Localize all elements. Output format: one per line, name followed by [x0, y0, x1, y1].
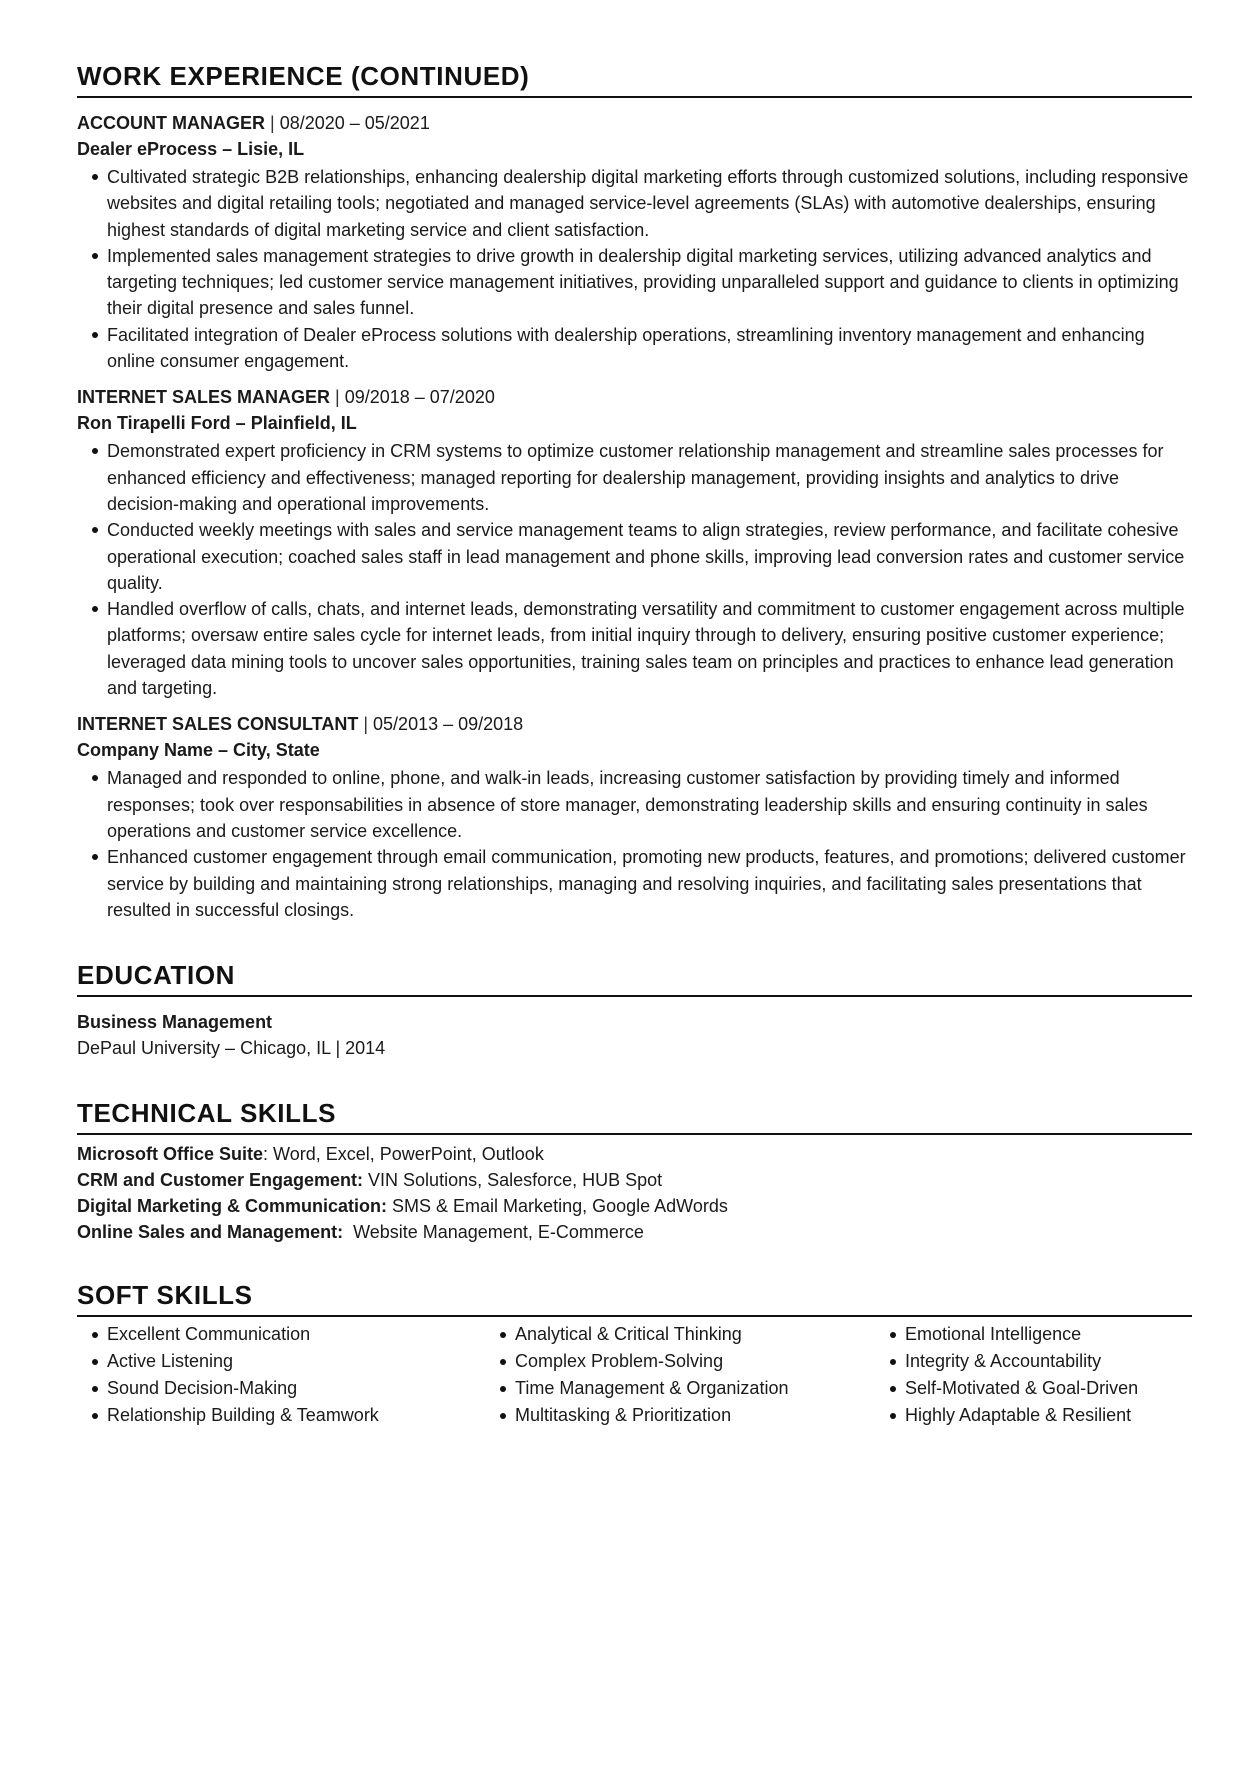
- job-company: Dealer eProcess – Lisie, IL: [77, 139, 305, 159]
- job-company: Company Name – City, State: [77, 740, 320, 761]
- job-title: ACCOUNT MANAGER: [77, 113, 265, 133]
- soft-skills-heading: SOFT SKILLS: [77, 1279, 1192, 1317]
- technical-skills-section: [77, 1097, 1192, 1245]
- soft-skills-column: [77, 1321, 485, 1429]
- job-entry: [77, 711, 1192, 923]
- skill-row: [77, 1219, 1192, 1245]
- job-title: INTERNET SALES CONSULTANT: [77, 714, 359, 735]
- job-separator: |: [330, 387, 345, 408]
- soft-skill-item: Excellent Communication: [92, 1321, 485, 1348]
- job-bullet: Demonstrated expert proficiency in CRM systems to optimize customer relationship management and streamline sales processes for enhanced efficiency and effectiveness; managed reporting for dealership management, providing insights and analytics to drive decision-making and operational improvements.: [92, 438, 1192, 517]
- job-company: Ron Tirapelli Ford – Plainfield, IL: [77, 413, 357, 434]
- job-header: [77, 711, 1192, 737]
- job-dates: 09/2018 – 07/2020: [344, 387, 495, 408]
- education-heading: EDUCATION: [77, 959, 1192, 997]
- job-header: [77, 384, 1192, 410]
- soft-skills-column: [875, 1321, 1190, 1429]
- skill-category: Digital Marketing & Communication:: [77, 1196, 388, 1217]
- skill-category: Online Sales and Management:: [77, 1222, 344, 1243]
- education-section: [77, 959, 1192, 1061]
- soft-skills-section: [77, 1279, 1192, 1429]
- job-bullets: [77, 164, 1192, 374]
- soft-skill-item: Emotional Intelligence: [890, 1321, 1190, 1348]
- work-experience-heading: WORK EXPERIENCE (CONTINUED): [77, 60, 1192, 98]
- skill-values: VIN Solutions, Salesforce, HUB Spot: [363, 1170, 663, 1191]
- soft-skill-item: Highly Adaptable & Resilient: [890, 1402, 1190, 1429]
- skill-category: Microsoft Office Suite: [77, 1144, 264, 1165]
- soft-skill-item: Active Listening: [92, 1348, 485, 1375]
- soft-skill-item: Relationship Building & Teamwork: [92, 1402, 485, 1429]
- work-experience-section: [77, 60, 1192, 923]
- education-degree: Business Management: [77, 1012, 273, 1033]
- skill-values: Website Management, E-Commerce: [343, 1222, 644, 1243]
- job-bullet: Facilitated integration of Dealer eProcess solutions with dealership operations, streamlining inventory management and enhancing online consumer engagement.: [92, 322, 1192, 375]
- soft-skill-item: Self-Motivated & Goal-Driven: [890, 1375, 1190, 1402]
- soft-skill-item: Sound Decision-Making: [92, 1375, 485, 1402]
- job-entry: [77, 110, 1192, 374]
- soft-skill-item: Analytical & Critical Thinking: [500, 1321, 875, 1348]
- job-entry: [77, 384, 1192, 701]
- technical-skills-heading: TECHNICAL SKILLS: [77, 1097, 1192, 1135]
- job-bullet: Cultivated strategic B2B relationships, enhancing dealership digital marketing efforts through customized solutions, including responsive websites and digital retailing tools; negotiated and managed service-level agreements (SLAs) with automotive dealerships, ensuring highest standards of digital marketing service and client satisfaction.: [92, 164, 1192, 243]
- skill-values: SMS & Email Marketing, Google AdWords: [387, 1196, 728, 1217]
- soft-skill-item: Complex Problem-Solving: [500, 1348, 875, 1375]
- soft-skill-item: Time Management & Organization: [500, 1375, 875, 1402]
- job-bullets: [77, 765, 1192, 923]
- education-school: DePaul University – Chicago, IL | 2014: [77, 1038, 386, 1059]
- soft-skills-column: [485, 1321, 875, 1429]
- soft-skill-item: Multitasking & Prioritization: [500, 1402, 875, 1429]
- job-bullet: Managed and responded to online, phone, and walk-in leads, increasing customer satisfaction by providing timely and informed responses; took over responsabilities in absence of store manager, demonstrating leadership skills and ensuring continuity in sales operations and customer service excellence.: [92, 765, 1192, 844]
- skill-values: : Word, Excel, PowerPoint, Outlook: [263, 1144, 544, 1165]
- skill-category: CRM and Customer Engagement:: [77, 1170, 364, 1191]
- job-header: [77, 110, 1192, 136]
- skill-row: [77, 1193, 1192, 1219]
- job-bullets: [77, 438, 1192, 701]
- job-separator: |: [265, 113, 280, 133]
- job-dates: 05/2013 – 09/2018: [373, 714, 524, 735]
- soft-skill-item: Integrity & Accountability: [890, 1348, 1190, 1375]
- job-title: INTERNET SALES MANAGER: [77, 387, 331, 408]
- job-bullet: Enhanced customer engagement through email communication, promoting new products, features, and promotions; delivered customer service by building and maintaining strong relationships, managing and resolving inquiries, and facilitating sales presentations that resulted in successful closings.: [92, 844, 1192, 923]
- job-bullet: Conducted weekly meetings with sales and service management teams to align strategies, review performance, and facilitate cohesive operational execution; coached sales staff in lead management and phone skills, improving lead conversion rates and customer service quality.: [92, 517, 1192, 596]
- soft-skills-grid: [77, 1321, 1192, 1429]
- skill-row: [77, 1167, 1192, 1193]
- job-bullet: Handled overflow of calls, chats, and internet leads, demonstrating versatility and commitment to customer engagement across multiple platforms; oversaw entire sales cycle for internet leads, from initial inquiry through to delivery, ensuring positive customer experience; leveraged data mining tools to uncover sales opportunities, training sales team on principles and practices to enhance lead generation and targeting.: [92, 596, 1192, 701]
- job-separator: |: [358, 714, 374, 735]
- job-bullet: Implemented sales management strategies to drive growth in dealership digital marketing services, utilizing advanced analytics and targeting techniques; led customer service management initiatives, providing unparalleled support and guidance to clients in optimizing their digital presence and sales funnel.: [92, 243, 1192, 322]
- skill-row: [77, 1141, 1192, 1167]
- job-dates: 08/2020 – 05/2021: [279, 113, 430, 133]
